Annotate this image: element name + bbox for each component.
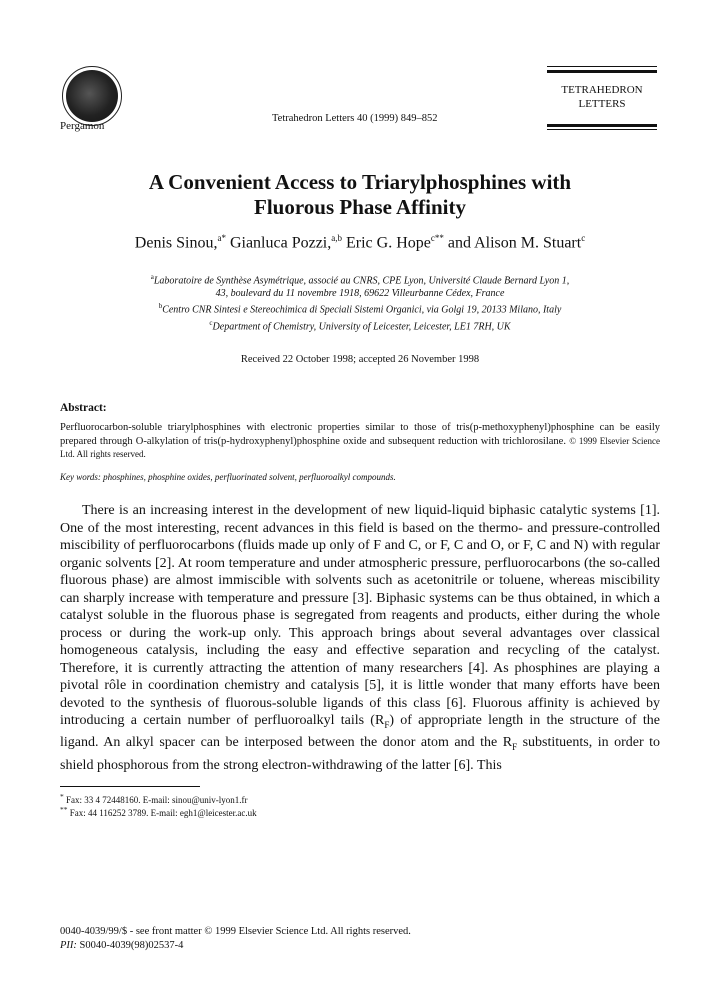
body-text-part3: substituents, in order to shield phosphorous from the strong electron-withdrawing of the latter [6]. This — [60, 735, 661, 773]
footnote — [60, 792, 248, 805]
body-text-part1: There is an increasing interest in the development of new liquid-liquid biphasic catalytic systems [1]. One of the most interesting, recent advances in this field is based on the thermo- and pressure-controlled miscibility of perfluorocarbons (fluids made up only of F and C, or F, C and O, or F, C and N) with regular organic solvents [2]. At room temperature and under atmospheric pressure, perfluorocarbons (the so-called fluorous phase) are almost immiscible with solvents such as acetonitrile or toluene, whereas miscibility can sharply increase with temperature and pressure [3]. Biphasic systems can be thus obtained, in which a catalyst soluble in the fluorous phase is segregated from reagents and products, either during the whole process or during the work-up only. This approach brings about several advantages over classical homogeneous catalysis, including the easy and effective separation and recycling of the catalyst. Therefore, it is currently attracting the attention of many researchers [4]. As phosphines are playing a pivotal rôle in coordination chemistry and catalysis [5], it is little wonder that many efforts have been devoted to the synthesis of fluorous-soluble ligands of this class [6]. Fluorous affinity is achieved by introducing a certain number of perfluoroalkyl tails (R — [60, 503, 660, 728]
abstract-copyright: © 1999 Elsevier Science Ltd. All rights reserved. — [60, 435, 661, 459]
author-name: Eric G. Hope — [346, 234, 431, 252]
footnote-text: Fax: 33 4 72448160. E-mail: sinou@univ-lyon1.fr — [66, 795, 248, 805]
affiliation-text: 43, boulevard du 11 novembre 1918, 69622 Villeurbanne Cédex, France — [215, 288, 505, 300]
author-list — [60, 233, 660, 252]
affiliations — [60, 271, 660, 333]
affiliation-text: Centro CNR Sintesi e Stereochimica di Speciali Sistemi Organici, via Golgi 19, 20133 Milano, Italy — [162, 304, 562, 316]
affiliation-sup: b — [158, 302, 163, 311]
footnote-mark: * — [60, 792, 64, 801]
header-rule-bottom-thick — [547, 124, 657, 127]
affiliation-text: Department of Chemistry, University of Leicester, Leicester, LE1 7RH, UK — [212, 320, 511, 332]
title-line-2: Fluorous Phase Affinity — [254, 195, 466, 219]
rf-subscript: F — [512, 742, 518, 753]
author-name: Denis Sinou, — [134, 234, 218, 252]
pii-value: S0040-4039(98)02537-4 — [79, 940, 184, 951]
affiliation-sup: a — [150, 273, 154, 281]
author-name: Gianluca Pozzi, — [229, 234, 332, 252]
author-sup: a* — [217, 233, 226, 243]
keywords: Key words: phosphines, phosphine oxides, perfluorinated solvent, perfluoroalkyl compounds. — [60, 472, 396, 482]
footnote-text: Fax: 44 116252 3789. E-mail: egh1@leicester.ac.uk — [69, 808, 257, 818]
footnote — [60, 805, 257, 818]
rf-subscript: F — [384, 719, 390, 730]
article-title — [60, 170, 660, 220]
affiliation-line — [60, 317, 660, 333]
affiliation-text: Laboratoire de Synthèse Asymétrique, associé au CNRS, CPE Lyon, Université Claude Bernard Lyon 1, — [153, 275, 570, 287]
footer-pii — [60, 940, 183, 951]
footer-copyright: 0040-4039/99/$ - see front matter © 1999 Elsevier Science Ltd. All rights reserved. — [60, 926, 411, 937]
header-rule-bottom-thin — [547, 129, 657, 130]
affiliation-sup: c — [209, 318, 213, 327]
publisher-emblem-icon — [66, 70, 118, 122]
header-rule-top-thin — [547, 66, 657, 67]
title-line-1: A Convenient Access to Triarylphosphines with — [148, 170, 572, 194]
received-dates: Received 22 October 1998; accepted 26 November 1998 — [240, 354, 480, 365]
journal-name-line1: TETRAHEDRON — [561, 84, 643, 96]
journal-citation: Tetrahedron Letters 40 (1999) 849–852 — [272, 113, 438, 124]
body-text-part2: ) of appropriate length in the structure of the ligand. An alkyl spacer can be interposed between the donor atom and the R — [60, 713, 660, 751]
journal-name — [547, 83, 657, 111]
publisher-name: Pergamon — [60, 120, 105, 132]
affiliation-line — [60, 300, 660, 316]
author-name: and Alison M. Stuart — [447, 234, 582, 252]
body-paragraph — [60, 502, 660, 774]
author-sup: a,b — [331, 233, 342, 243]
journal-name-line2: LETTERS — [578, 98, 626, 110]
author-sup: c — [581, 233, 586, 243]
abstract-text — [60, 421, 660, 462]
header-rule-top-thick — [547, 70, 657, 73]
footnote-rule — [60, 786, 200, 787]
affiliation-line — [60, 287, 660, 300]
footnote-mark: ** — [60, 805, 68, 814]
abstract-heading: Abstract: — [60, 402, 107, 414]
pii-label: PII: — [60, 940, 77, 951]
author-sup: c** — [430, 233, 444, 243]
abstract-body: Perfluorocarbon-soluble triarylphosphines with electronic properties similar to those of tris(p-methoxyphenyl)phosphine can be easily prepared through O-alkylation of tris(p-hydroxyphenyl)phosphine oxide and subsequent reduction with trichlorosilane. — [60, 422, 660, 447]
affiliation-line — [60, 271, 660, 287]
